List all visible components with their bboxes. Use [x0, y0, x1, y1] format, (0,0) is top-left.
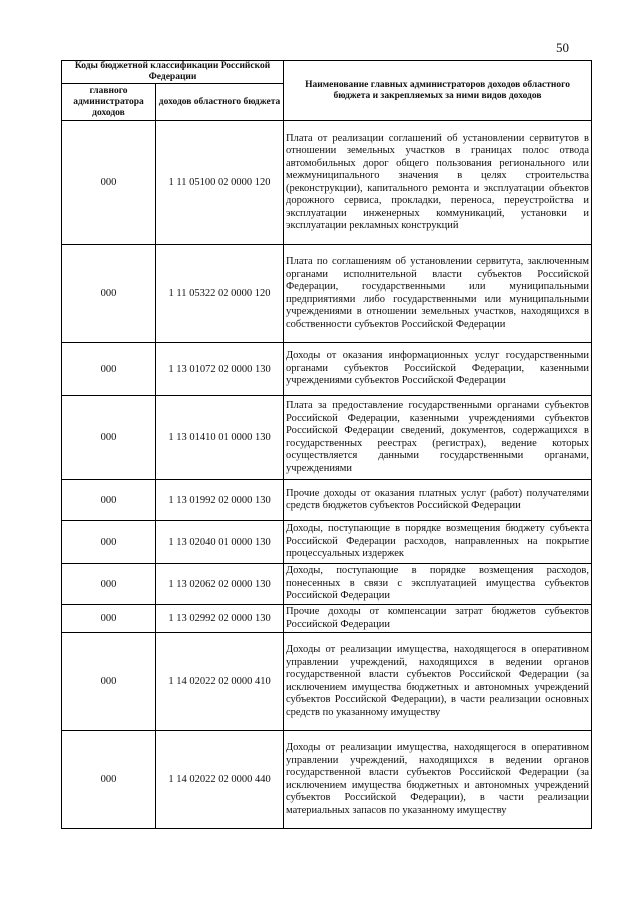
income-code-cell: 1 13 01410 01 0000 130	[156, 396, 284, 480]
admin-code-cell: 000	[62, 564, 156, 605]
admin-code-cell: 000	[62, 633, 156, 731]
income-name-cell: Доходы от оказания информационных услуг государственными органами субъектов Российской Федерации, казенными учреждениями субъектов Российской Федерации	[284, 343, 592, 396]
income-name-cell: Доходы, поступающие в порядке возмещения бюджету субъекта Российской Федерации расходов, направленных на покрытие процессуальных издержек	[284, 521, 592, 564]
table-row	[62, 121, 592, 245]
income-code-cell: 1 13 02062 02 0000 130	[156, 564, 284, 605]
admin-code-cell: 000	[62, 731, 156, 829]
income-name-cell: Прочие доходы от оказания платных услуг (работ) получателями средств бюджетов субъектов Российской Федерации	[284, 480, 592, 521]
income-code-cell: 1 13 02992 02 0000 130	[156, 605, 284, 633]
admin-code-cell: 000	[62, 343, 156, 396]
income-code-cell: 1 14 02022 02 0000 410	[156, 633, 284, 731]
table-row	[62, 731, 592, 829]
header-name: Наименование главных администраторов доходов областного бюджета и закрепляемых за ними видов доходов	[284, 61, 592, 121]
income-code-cell: 1 14 02022 02 0000 440	[156, 731, 284, 829]
admin-code-cell: 000	[62, 121, 156, 245]
income-code-cell: 1 13 01992 02 0000 130	[156, 480, 284, 521]
income-name-cell: Доходы от реализации имущества, находящегося в оперативном управлении учреждений, находящихся в ведении органов государственной власти субъектов Российской Федерации (за исключением имущества бюджетных и автономных учреждений субъектов Российской Федерации), в части реализации материальных запасов по указанному имуществу	[284, 731, 592, 829]
table-row	[62, 564, 592, 605]
table-row	[62, 605, 592, 633]
income-name-cell: Доходы от реализации имущества, находящегося в оперативном управлении учреждений, находящихся в ведении органов государственной власти субъектов Российской Федерации (за исключением имущества бюджетных и автономных учреждений субъектов Российской Федерации), в части реализации основных средств по указанному имуществу	[284, 633, 592, 731]
income-name-cell: Плата от реализации соглашений об установлении сервитутов в отношении земельных участков в границах полос отвода автомобильных дорог общего пользования регионального или межмуниципального значения в целях строительства (реконструкции), капитального ремонта и эксплуатации объектов дорожного сервиса, прокладки, переноса, переустройства и эксплуатации инженерных коммуникаций, установки и эксплуатации рекламных конструкций	[284, 121, 592, 245]
table-row	[62, 521, 592, 564]
header-codes-group: Коды бюджетной классификации Российской Федерации	[62, 61, 284, 84]
header-income-code: доходов областного бюджета	[156, 84, 284, 121]
income-name-cell: Плата по соглашениям об установлении сервитута, заключенным органами исполнительной власти субъектов Российской Федерации, государственными или муниципальными предприятиями либо государственными или муниципальными учреждениями в отношении земельных участков, находящихся в собственности субъектов Российской Федерации	[284, 245, 592, 343]
page-number: 50	[556, 40, 569, 55]
admin-code-cell: 000	[62, 521, 156, 564]
income-name-cell: Прочие доходы от компенсации затрат бюджетов субъектов Российской Федерации	[284, 605, 592, 633]
income-code-cell: 1 13 02040 01 0000 130	[156, 521, 284, 564]
table-row	[62, 480, 592, 521]
table-row	[62, 343, 592, 396]
admin-code-cell: 000	[62, 245, 156, 343]
income-code-cell: 1 13 01072 02 0000 130	[156, 343, 284, 396]
table-row	[62, 245, 592, 343]
income-name-cell: Плата за предоставление государственными органами субъектов Российской Федерации, казенными учреждениями субъектов Российской Федерации сведений, документов, содержащихся в государственных реестрах (регистрах), ведение которых осуществляется данными государственными органами, учреждениями	[284, 396, 592, 480]
income-name-cell: Доходы, поступающие в порядке возмещения расходов, понесенных в связи с эксплуатацией имущества субъектов Российской Федерации	[284, 564, 592, 605]
income-code-cell: 1 11 05322 02 0000 120	[156, 245, 284, 343]
table-row	[62, 633, 592, 731]
admin-code-cell: 000	[62, 396, 156, 480]
admin-code-cell: 000	[62, 480, 156, 521]
income-code-cell: 1 11 05100 02 0000 120	[156, 121, 284, 245]
header-admin-code: главного администратора доходов	[62, 84, 156, 121]
admin-code-cell: 000	[62, 605, 156, 633]
budget-classification-table	[61, 60, 592, 829]
table-row	[62, 396, 592, 480]
